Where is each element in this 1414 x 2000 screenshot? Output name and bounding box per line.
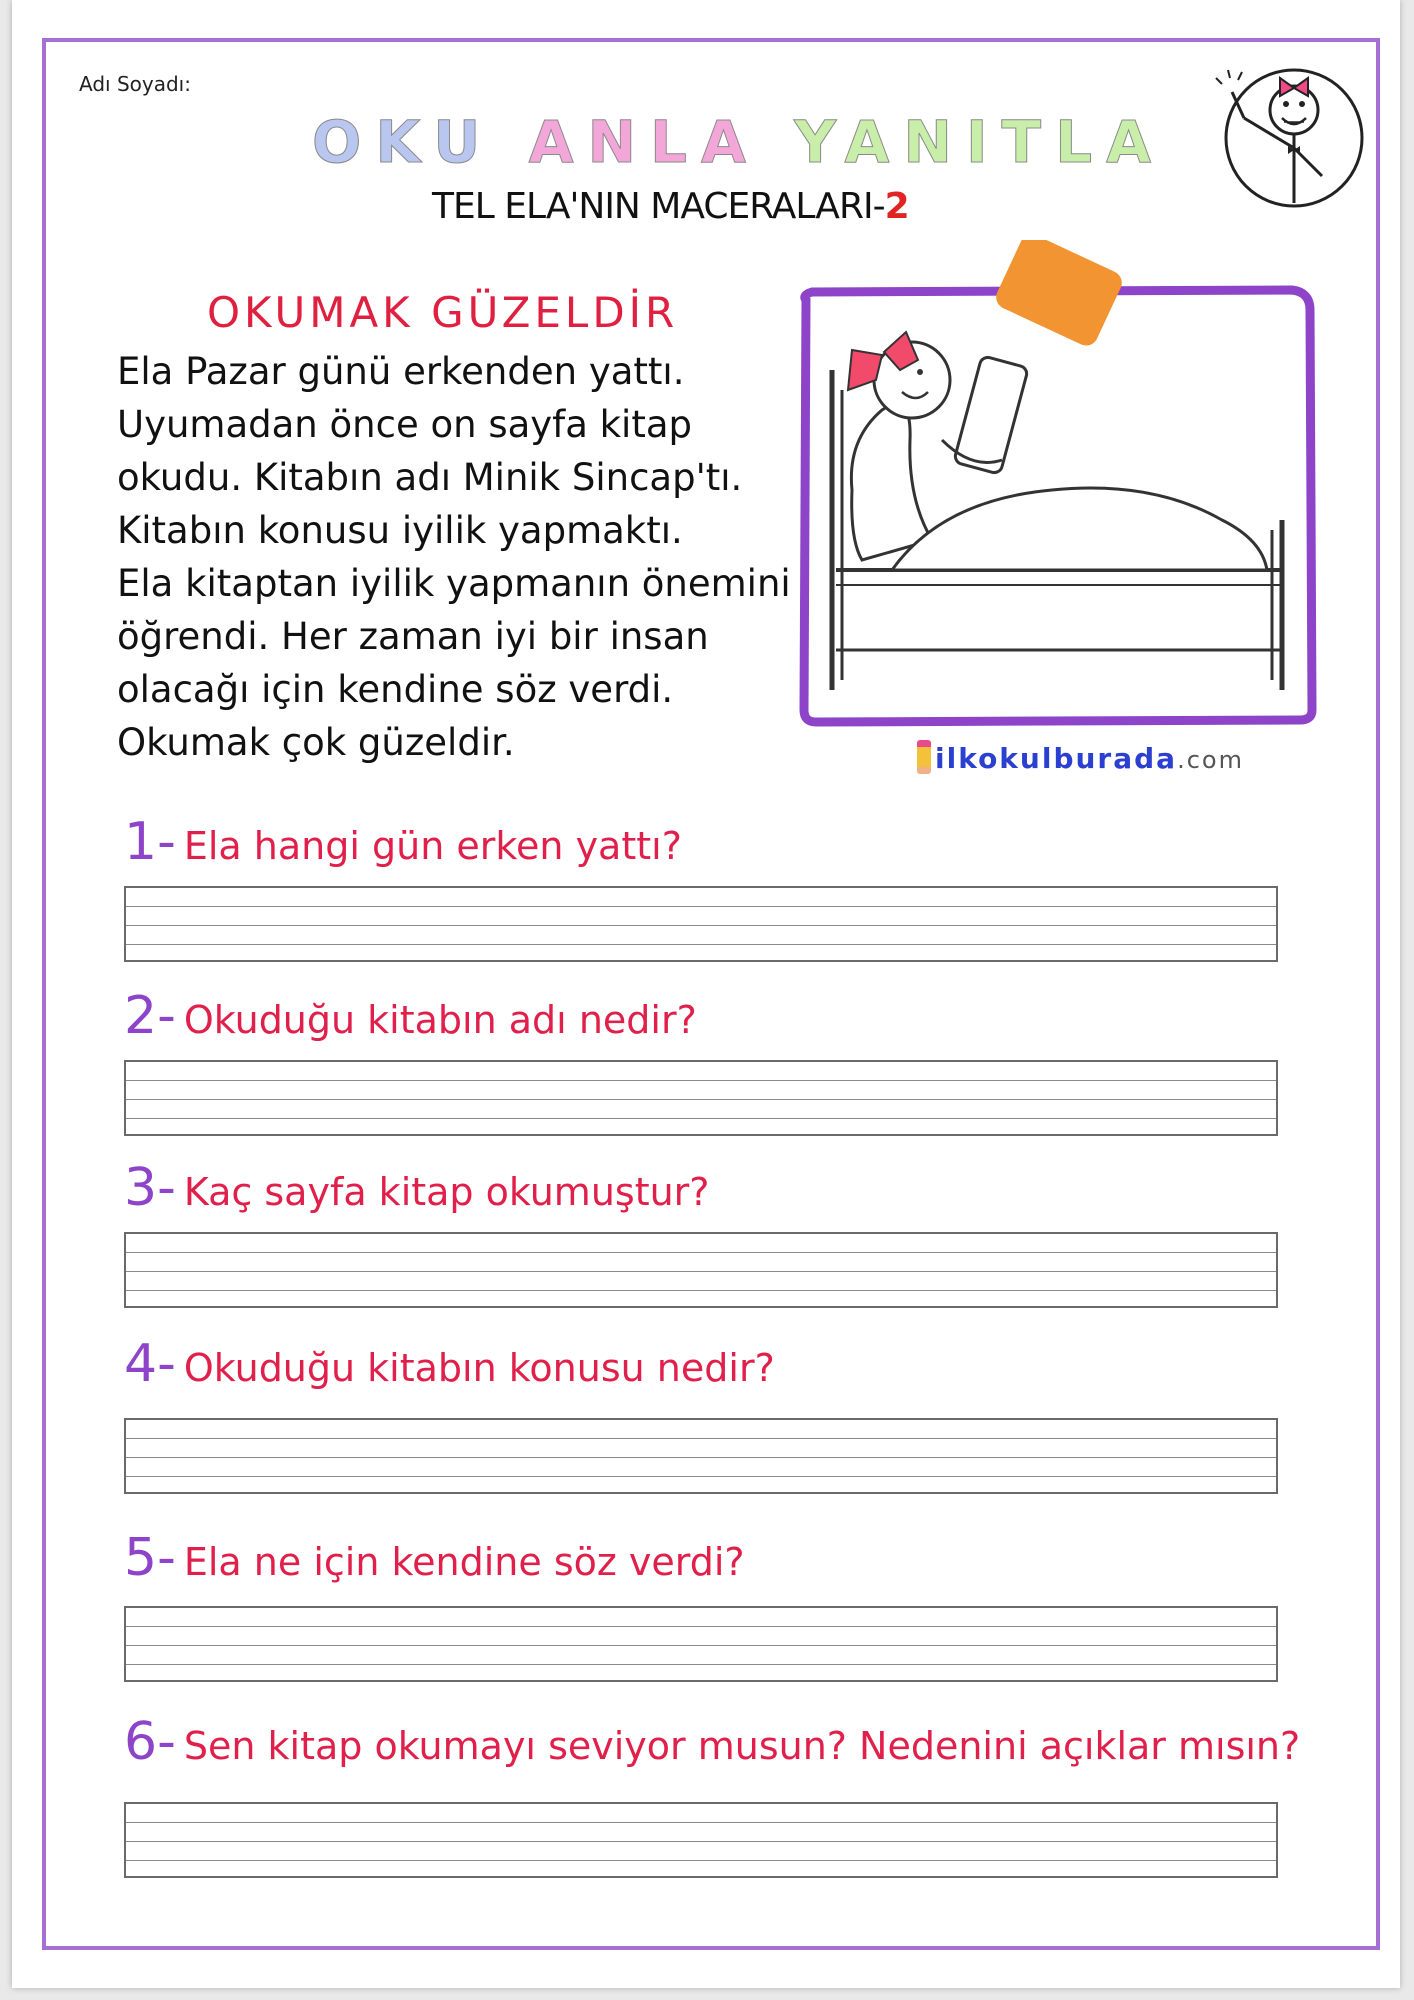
story-line: Uyumadan önce on sayfa kitap	[117, 403, 692, 446]
question-text: Ela ne için kendine söz verdi?	[183, 1540, 745, 1584]
question-number: 3-	[124, 1158, 176, 1218]
question-number: 5-	[124, 1528, 176, 1588]
website-watermark	[917, 740, 1244, 775]
girl-reading-in-bed-illustration	[792, 240, 1332, 740]
subtitle-number: 2	[884, 186, 909, 227]
stick-girl-with-bow-icon	[1194, 48, 1364, 218]
answer-lines-2[interactable]	[124, 1060, 1278, 1136]
question-number: 6-	[124, 1712, 176, 1772]
question-1	[124, 812, 682, 872]
question-number: 1-	[124, 812, 176, 872]
name-label: Adı Soyadı:	[79, 72, 191, 96]
website-name: ilkokulburada	[935, 742, 1178, 775]
story-line: Ela Pazar günü erkenden yattı.	[117, 350, 685, 393]
question-3	[124, 1158, 709, 1218]
question-2	[124, 986, 697, 1046]
pencil-icon	[917, 740, 931, 774]
story-text	[117, 345, 791, 769]
story-line: olacağı için kendine söz verdi.	[117, 668, 674, 711]
story-line: Ela kitaptan iyilik yapmanın önemini	[117, 562, 791, 605]
worksheet-title	[312, 108, 1165, 176]
question-text: Okuduğu kitabın adı nedir?	[183, 998, 697, 1042]
title-text: OKU ANLA YANITLA	[312, 108, 1165, 176]
answer-lines-1[interactable]	[124, 886, 1278, 962]
question-text: Sen kitap okumayı seviyor musun? Nedenini açıklar mısın?	[183, 1724, 1301, 1768]
question-number: 2-	[124, 986, 176, 1046]
question-text: Kaç sayfa kitap okumuştur?	[183, 1170, 710, 1214]
story-line: okudu. Kitabın adı Minik Sincap'tı.	[117, 456, 743, 499]
story-title: OKUMAK GÜZELDİR	[207, 288, 679, 337]
story-line: Kitabın konusu iyilik yapmaktı.	[117, 509, 683, 552]
answer-lines-5[interactable]	[124, 1606, 1278, 1682]
story-line: Okumak çok güzeldir.	[117, 721, 515, 764]
question-number: 4-	[124, 1334, 176, 1394]
question-5	[124, 1528, 745, 1588]
subtitle-text: TEL ELA'NIN MACERALARI-	[432, 186, 885, 227]
answer-lines-3[interactable]	[124, 1232, 1278, 1308]
question-6	[124, 1712, 1300, 1772]
story-line: öğrendi. Her zaman iyi bir insan	[117, 615, 709, 658]
question-4	[124, 1334, 775, 1394]
answer-lines-4[interactable]	[124, 1418, 1278, 1494]
answer-lines-6[interactable]	[124, 1802, 1278, 1878]
question-text: Okuduğu kitabın konusu nedir?	[183, 1346, 775, 1390]
worksheet-page	[12, 0, 1400, 1988]
worksheet-subtitle	[432, 186, 909, 227]
question-text: Ela hangi gün erken yattı?	[183, 824, 682, 868]
website-suffix: .com	[1177, 746, 1244, 774]
